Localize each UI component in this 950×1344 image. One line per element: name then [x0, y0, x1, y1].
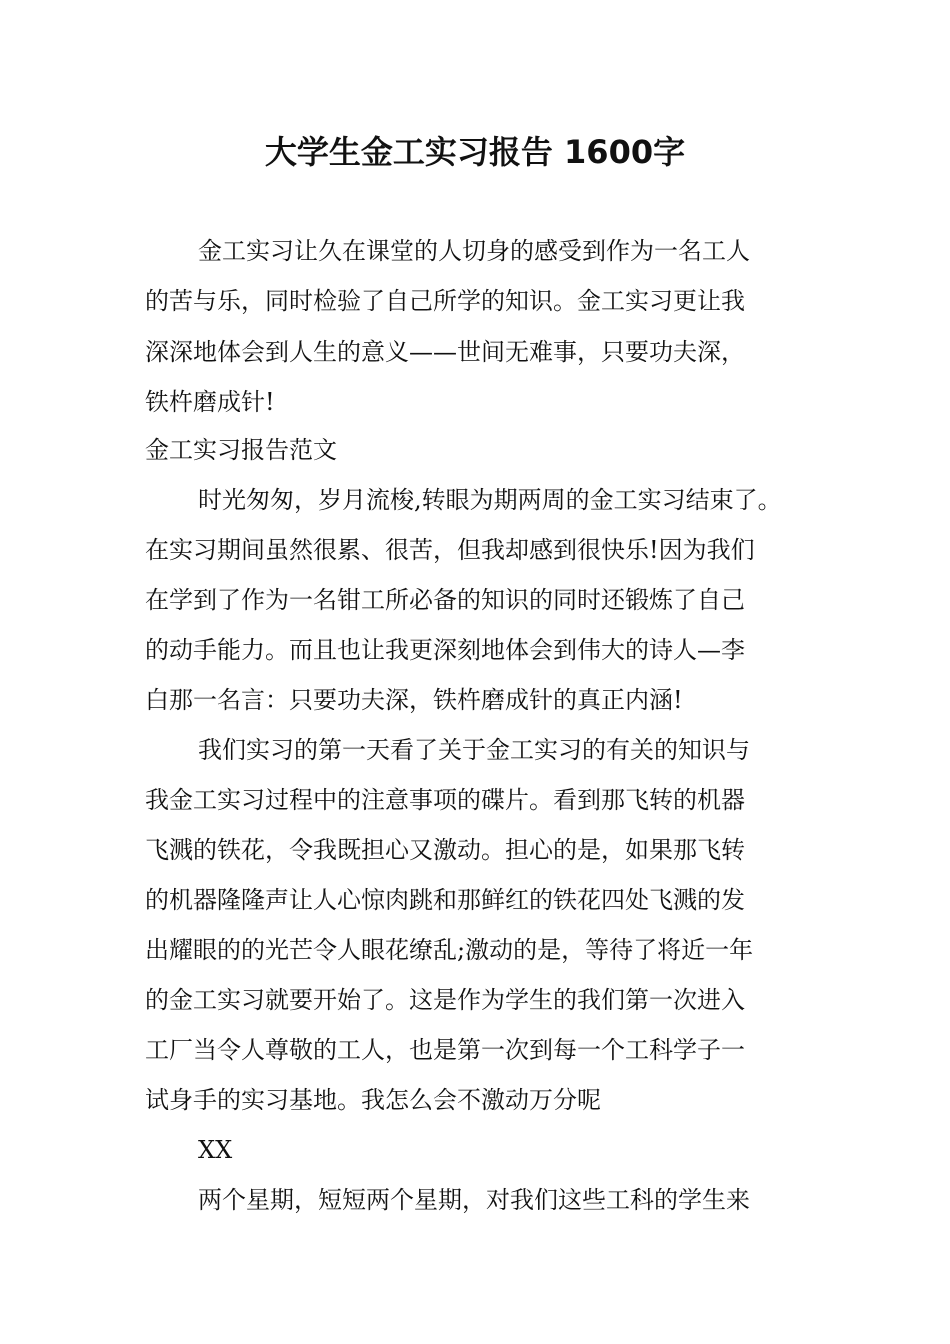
text-line: 我金工实习过程中的注意事项的碟片。看到那飞转的机器 — [145, 786, 745, 814]
text-line: 两个星期，短短两个星期，对我们这些工科的学生来 — [198, 1186, 750, 1214]
text-line: 的苦与乐，同时检验了自己所学的知识。金工实习更让我 — [145, 287, 745, 315]
text-line: 白那一名言：只要功夫深，铁杵磨成针的真正内涵! — [145, 686, 683, 714]
text-line: 的金工实习就要开始了。这是作为学生的我们第一次进入 — [145, 986, 745, 1014]
text-line: 试身手的实习基地。我怎么会不激动万分呢 — [145, 1086, 601, 1114]
text-line: 我们实习的第一天看了关于金工实习的有关的知识与 — [198, 736, 750, 764]
text-line: 飞溅的铁花，令我既担心又激动。担心的是，如果那飞转 — [145, 836, 745, 864]
text-line: XX — [198, 1136, 233, 1164]
section-heading: 金工实习报告范文 — [145, 436, 337, 464]
text-line: 的机器隆隆声让人心惊肉跳和那鲜红的铁花四处飞溅的发 — [145, 886, 745, 914]
text-line: 工厂当令人尊敬的工人，也是第一次到每一个工科学子一 — [145, 1036, 745, 1064]
text-line: 在学到了作为一名钳工所必备的知识的同时还锻炼了自己 — [145, 586, 745, 614]
text-line: 深深地体会到人生的意义——世间无难事，只要功夫深， — [145, 338, 745, 366]
text-line: 在实习期间虽然很累、很苦，但我却感到很快乐!因为我们 — [145, 536, 755, 564]
text-line: 出耀眼的的光芒令人眼花缭乱;激动的是，等待了将近一年 — [145, 936, 754, 964]
text-line: 铁杵磨成针! — [145, 388, 275, 416]
text-line: 的动手能力。而且也让我更深刻地体会到伟大的诗人—李 — [145, 636, 745, 664]
document-title: 大学生金工实习报告 1600字 — [264, 133, 686, 171]
text-line: 金工实习让久在课堂的人切身的感受到作为一名工人 — [198, 237, 750, 265]
text-line: 时光匆匆，岁月流梭,转眼为期两周的金工实习结束了。 — [198, 486, 782, 514]
